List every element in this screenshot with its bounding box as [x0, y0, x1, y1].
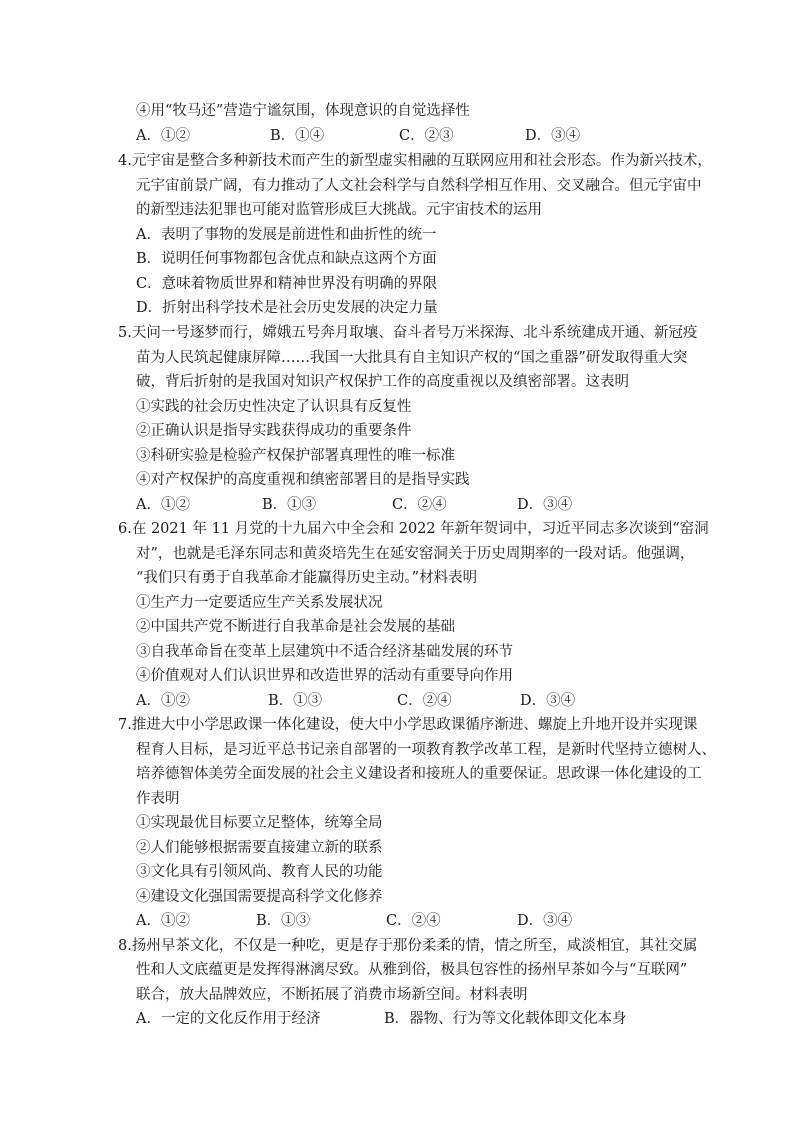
- q5-statement-4: ④对产权保护的高度重视和缜密部署目的是指导实践: [136, 472, 470, 488]
- q4-stem-line-3: 的新型违法犯罪也可能对监管形成巨大挑战。元宇宙技术的运用: [136, 202, 542, 218]
- q6-statement-4: ④价值观对人们认识世界和改造世界的活动有重要导向作用: [136, 668, 513, 684]
- q7-option-d: D．③④: [517, 913, 573, 929]
- q7-option-b: B．①③: [256, 913, 311, 929]
- q5-options: [136, 494, 696, 516]
- q6-stem-line-2: 对”，也就是毛泽东同志和黄炎培先生在延安窑洞关于历史周期率的一段对话。他强调，: [136, 546, 695, 562]
- q6-stem-line-1: 6.在 2021 年 11 月党的十九届六中全会和 2022 年新年贺词中，习近平同志多次谈到“窑洞: [118, 521, 709, 537]
- q6-options: [136, 690, 696, 712]
- q5-stem-line-1: 5.天问一号逐梦而行，嫦娥五号奔月取壤、奋斗者号万米探海、北斗系统建成开通、新冠疫: [118, 325, 698, 341]
- q7-option-c: C．②④: [386, 913, 441, 929]
- q4-stem-line-2: 元宇宙前景广阔，有力推动了人文社会科学与自然科学相互作用、交叉融合。但元宇宙中: [136, 178, 702, 194]
- q8-option-b: B．器物、行为等文化载体即文化本身: [384, 1011, 627, 1027]
- q7-statement-1: ①实现最优目标要立足整体，统筹全局: [136, 815, 383, 831]
- q7-option-a: A．①②: [136, 913, 190, 929]
- q4-option-d: D．折射出科学技术是社会历史发展的决定力量: [136, 300, 438, 316]
- q8-stem-line-3: 联合，放大品牌效应，不断拓展了消费市场新空间。材料表明: [136, 987, 528, 1003]
- q3-option-a: A．①②: [136, 128, 190, 144]
- q5-statement-2: ②正确认识是指导实践获得成功的重要条件: [136, 423, 412, 439]
- q3-option-c: C．②③: [399, 128, 454, 144]
- q7-stem-line-2: 程育人目标，是习近平总书记亲自部署的一项教育教学改革工程，是新时代坚持立德树人、: [136, 742, 716, 758]
- q7-stem-line-3: 培养德智体美劳全面发展的社会主义建设者和接班人的重要保证。思政课一体化建设的工: [136, 766, 702, 782]
- q6-stem-line-3: “我们只有勇于自我革命才能赢得历史主动。”材料表明: [136, 570, 478, 586]
- q5-stem-line-2: 苗为人民筑起健康屏障……我国一大批具有自主知识产权的“国之重器”研发取得重大突: [136, 350, 688, 366]
- q7-statement-2: ②人们能够根据需要直接建立新的联系: [136, 840, 383, 856]
- q3-option-d: D．③④: [525, 128, 581, 144]
- q5-statement-3: ③科研实验是检验产权保护部署真理性的唯一标准: [136, 448, 455, 464]
- q4-stem-line-1: 4.元宇宙是整合多种新技术而产生的新型虚实相融的互联网应用和社会形态。作为新兴技术，: [118, 153, 712, 169]
- q5-option-b: B．①③: [262, 497, 317, 513]
- q7-statement-3: ③文化具有引领风尚、教育人民的功能: [136, 864, 383, 880]
- q8-stem-line-1: 8.扬州早茶文化，不仅是一种吃，更是存于那份柔柔的情，情之所至，咸淡相宜，其社交属: [118, 938, 698, 954]
- q4-option-c: C．意味着物质世界和精神世界没有明确的界限: [136, 276, 438, 292]
- q5-option-d: D．③④: [517, 497, 573, 513]
- q4-option-a: A．表明了事物的发展是前进性和曲折性的统一: [136, 227, 437, 243]
- q3-options: [136, 125, 696, 147]
- q7-statement-4: ④建设文化强国需要提高科学文化修养: [136, 889, 383, 905]
- q7-options: [136, 910, 696, 932]
- q4-option-b: B．说明任何事物都包含优点和缺点这两个方面: [136, 251, 437, 267]
- q8-options: [136, 1008, 676, 1030]
- q7-stem-line-1: 7.推进大中小学思政课一体化建设，使大中小学思政课循序渐进、螺旋上升地开设并实现课: [118, 717, 698, 733]
- q6-option-a: A．①②: [136, 693, 190, 709]
- q6-option-d: D．③④: [520, 693, 576, 709]
- q8-stem-line-2: 性和人文底蕴更是发挥得淋漓尽致。从雅到俗，极具包容性的扬州早茶如今与“互联网”: [136, 962, 688, 978]
- q6-statement-1: ①生产力一定要适应生产关系发展状况: [136, 595, 383, 611]
- q6-option-c: C．②④: [397, 693, 452, 709]
- q6-statement-3: ③自我革命旨在变革上层建筑中不适合经济基础发展的环节: [136, 644, 513, 660]
- q5-statement-1: ①实践的社会历史性决定了认识具有反复性: [136, 399, 412, 415]
- q5-option-a: A．①②: [136, 497, 190, 513]
- q3-statement-4: ④用“牧马还”营造宁谧氛围，体现意识的自觉选择性: [136, 103, 470, 119]
- q3-option-b: B．①④: [270, 128, 325, 144]
- q8-option-a: A．一定的文化反作用于经济: [136, 1011, 321, 1027]
- q6-statement-2: ②中国共产党不断进行自我革命是社会发展的基础: [136, 619, 455, 635]
- q5-stem-line-3: 破，背后折射的是我国对知识产权保护工作的高度重视以及缜密部署。这表明: [136, 374, 629, 390]
- q6-option-b: B．①③: [268, 693, 323, 709]
- q5-option-c: C．②④: [392, 497, 447, 513]
- q7-stem-line-4: 作表明: [136, 791, 180, 807]
